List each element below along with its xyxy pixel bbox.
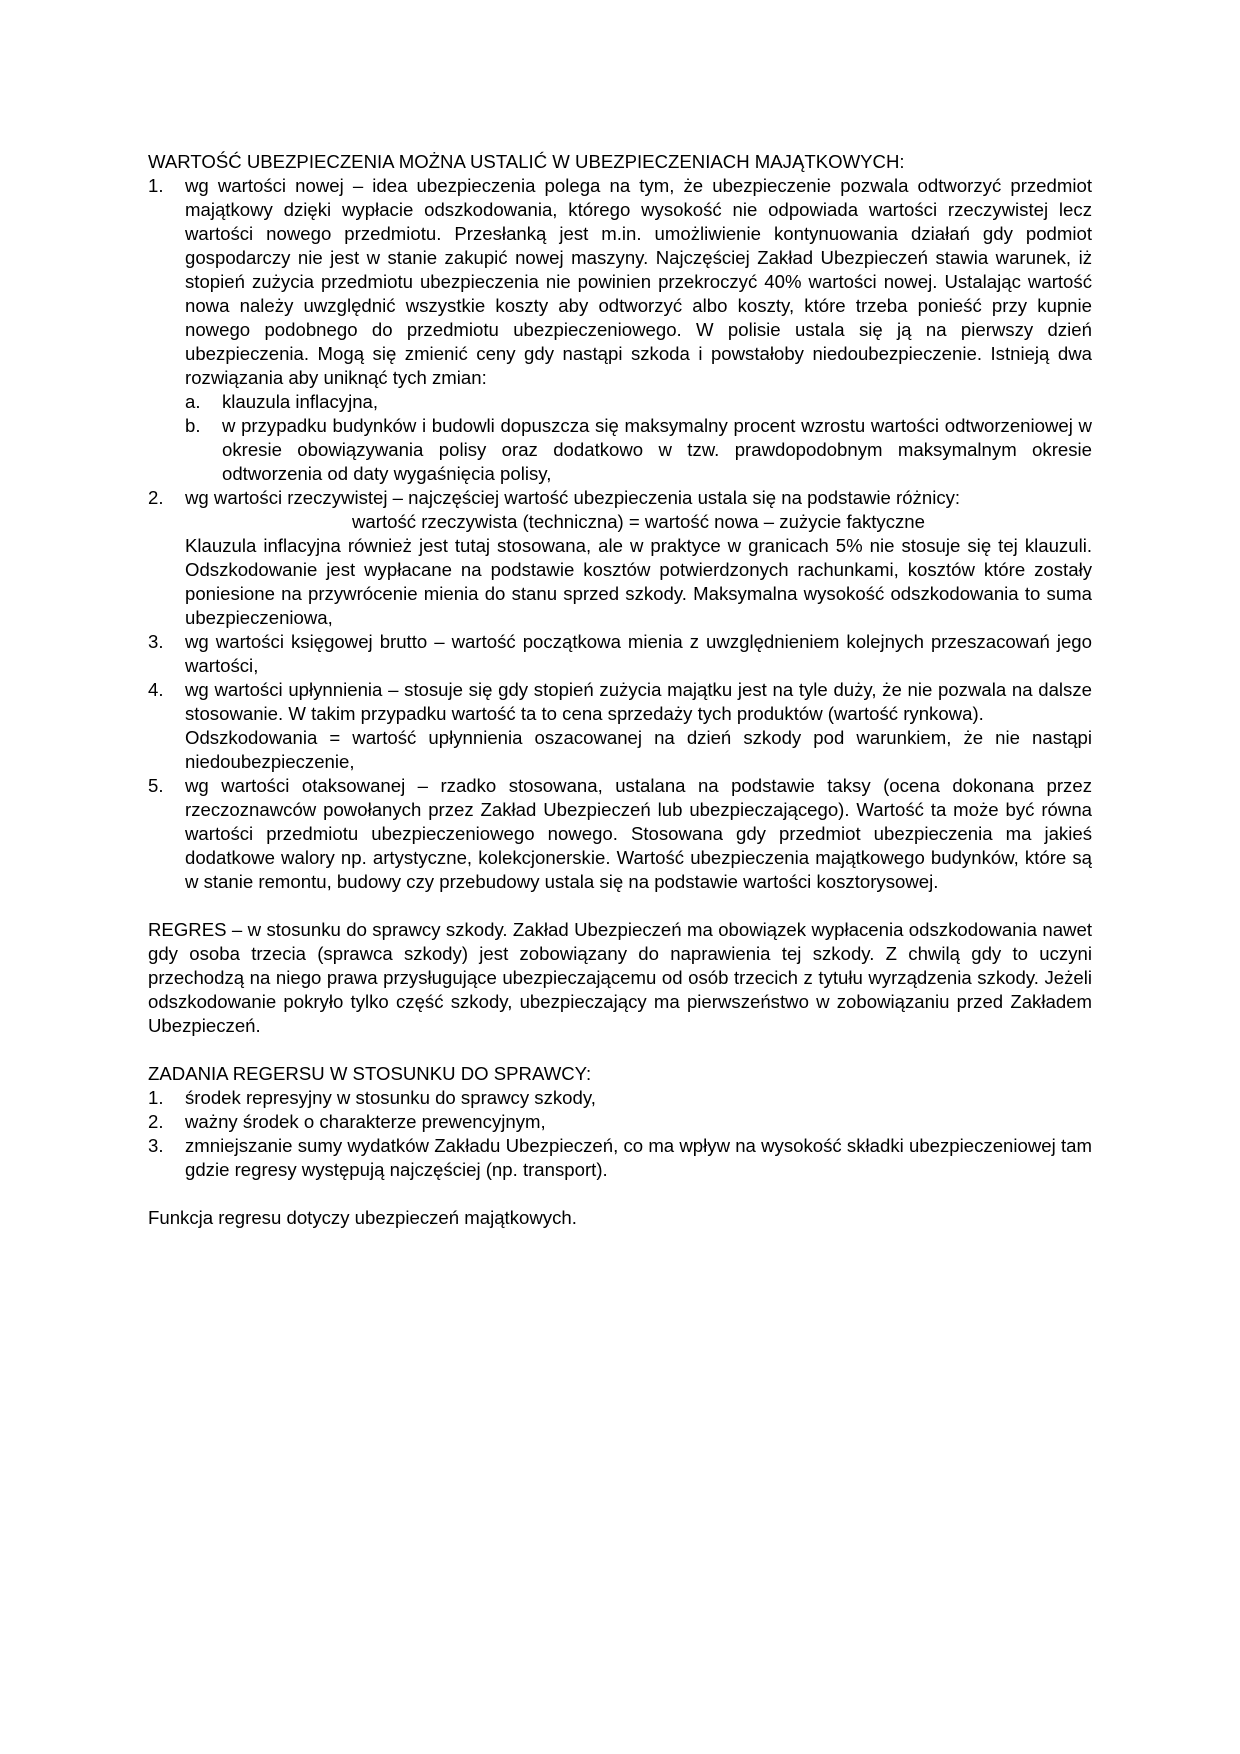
list-number: 5. — [148, 775, 164, 796]
list-item — [148, 1110, 1092, 1134]
paragraph-spacer — [148, 1038, 1092, 1062]
sub-list-item-text: w przypadku budynków i budowli dopuszcza się maksymalny procent wzrostu wartości odtworzeniowej w okresie obowiązywania polisy oraz dodatkowo w tzw. prawdopodobnym maksymalnym okresie odtworzenia od daty wygaśnięcia polisy, — [222, 415, 1092, 484]
list-item-extra: Klauzula inflacyjna również jest tutaj stosowana, ale w praktyce w granicach 5% nie stosuje się tej klauzuli. Odszkodowanie jest wypłacane na podstawie kosztów potwierdzonych rachunkami, kosztów które zostały poniesione na przywrócenie mienia do stanu sprzed szkody. Maksymalna wysokość odszkodowania to suma ubezpieczeniowa, — [185, 535, 1092, 628]
section-heading: WARTOŚĆ UBEZPIECZENIA MOŻNA USTALIĆ W UBEZPIECZENIACH MAJĄTKOWYCH: — [148, 151, 905, 172]
list-item — [148, 630, 1092, 678]
list-item — [148, 486, 1092, 630]
paragraph-spacer — [148, 1182, 1092, 1206]
list-item-text: wg wartości otaksowanej – rzadko stosowana, ustalana na podstawie taksy (ocena dokonana przez rzeczoznawców powołanych przez Zakład Ubezpieczeń lub ubezpieczającego). Wartość ta może być równa wartości przedmiotu ubezpieczeniowego nowego. Stosowana gdy przedmiot ubezpieczenia ma jakieś dodatkowe walory np. artystyczne, kolekcjonerskie. Wartość ubezpieczenia majątkowego budynków, które są w stanie remontu, budowy czy przebudowy ustala się na podstawie wartości kosztorysowej. — [185, 775, 1092, 892]
list-number: 2. — [148, 1111, 164, 1132]
list-item — [148, 1134, 1092, 1182]
list-item-text: ważny środek o charakterze prewencyjnym, — [185, 1111, 546, 1132]
list-item-text: wg wartości księgowej brutto – wartość początkowa mienia z uwzględnieniem kolejnych przeszacowań jego wartości, — [185, 631, 1092, 676]
closing-paragraph: Funkcja regresu dotyczy ubezpieczeń majątkowych. — [148, 1207, 577, 1228]
list-item — [148, 1086, 1092, 1110]
list-number: 2. — [148, 487, 164, 508]
list-number: 4. — [148, 679, 164, 700]
sub-list-letter: b. — [185, 415, 201, 436]
list-item — [148, 678, 1092, 774]
formula: wartość rzeczywista (techniczna) = wartość nowa – zużycie faktyczne — [351, 511, 925, 532]
sub-list-item — [185, 390, 1092, 414]
list-number: 1. — [148, 175, 164, 196]
list-item — [148, 174, 1092, 486]
list-item-text: wg wartości nowej – idea ubezpieczenia polega na tym, że ubezpieczenie pozwala odtworzyć przedmiot majątkowy dzięki wypłacie odszkodowania, którego wysokość nie odpowiada wartości rzeczywistej lecz wartości nowego przedmiotu. Przesłanką jest m.in. umożliwienie kontynuowania działań gdy podmiot gospodarczy nie jest w stanie zakupić nowej maszyny. Najczęściej Zakład Ubezpieczeń stawia warunek, iż stopień zużycia przedmiotu ubezpieczenia nie powinien przekroczyć 40% wartości nowej. Ustalając wartość nowa należy uwzględnić wszystkie koszty aby odtworzyć albo koszty, które trzeba ponieść przy kupnie nowego podobnego do przedmiotu ubezpieczeniowego. W polisie ustala się ją na pierwszy dzień ubezpieczenia. Mogą się zmienić ceny gdy nastąpi szkoda i powstałoby niedoubezpieczenie. Istnieją dwa rozwiązania aby uniknąć tych zmian: — [185, 175, 1092, 388]
list-item-text: środek represyjny w stosunku do sprawcy szkody, — [185, 1087, 596, 1108]
sub-list-letter: a. — [185, 391, 201, 412]
sub-list-item — [185, 414, 1092, 486]
regres-paragraph: REGRES – w stosunku do sprawcy szkody. Zakład Ubezpieczeń ma obowiązek wypłacenia odszkodowania nawet gdy osoba trzecia (sprawca szkody) jest zobowiązany do naprawienia tej szkody. Z chwilą gdy to uczyni przechodzą na niego prawa przysługujące ubezpieczającemu od osób trzecich z tytułu wyrządzenia szkody. Jeżeli odszkodowanie pokryło tylko część szkody, ubezpieczający ma pierwszeństwo w zobowiązaniu przed Zakładem Ubezpieczeń. — [148, 919, 1092, 1036]
list-item-text: wg wartości upłynnienia – stosuje się gdy stopień zużycia majątku jest na tyle duży, że nie pozwala na dalsze stosowanie. W takim przypadku wartość ta to cena sprzedaży tych produktów (wartość rynkowa). — [185, 679, 1092, 724]
list-item-extra: Odszkodowania = wartość upłynnienia oszacowanej na dzień szkody pod warunkiem, że nie nastąpi niedoubezpieczenie, — [185, 727, 1092, 772]
sub-list-item-text: klauzula inflacyjna, — [222, 391, 379, 412]
list-item-text: zmniejszanie sumy wydatków Zakładu Ubezpieczeń, co ma wpływ na wysokość składki ubezpieczeniowej tam gdzie regresy występują najczęściej (np. transport). — [185, 1135, 1092, 1180]
list-item — [148, 774, 1092, 894]
list-number: 3. — [148, 1135, 164, 1156]
section-heading: ZADANIA REGERSU W STOSUNKU DO SPRAWCY: — [148, 1063, 592, 1084]
list-item-text: wg wartości rzeczywistej – najczęściej wartość ubezpieczenia ustala się na podstawie różnicy: — [185, 487, 961, 508]
paragraph-spacer — [148, 894, 1092, 918]
list-number: 3. — [148, 631, 164, 652]
list-number: 1. — [148, 1087, 164, 1108]
document-page — [148, 150, 1092, 1230]
